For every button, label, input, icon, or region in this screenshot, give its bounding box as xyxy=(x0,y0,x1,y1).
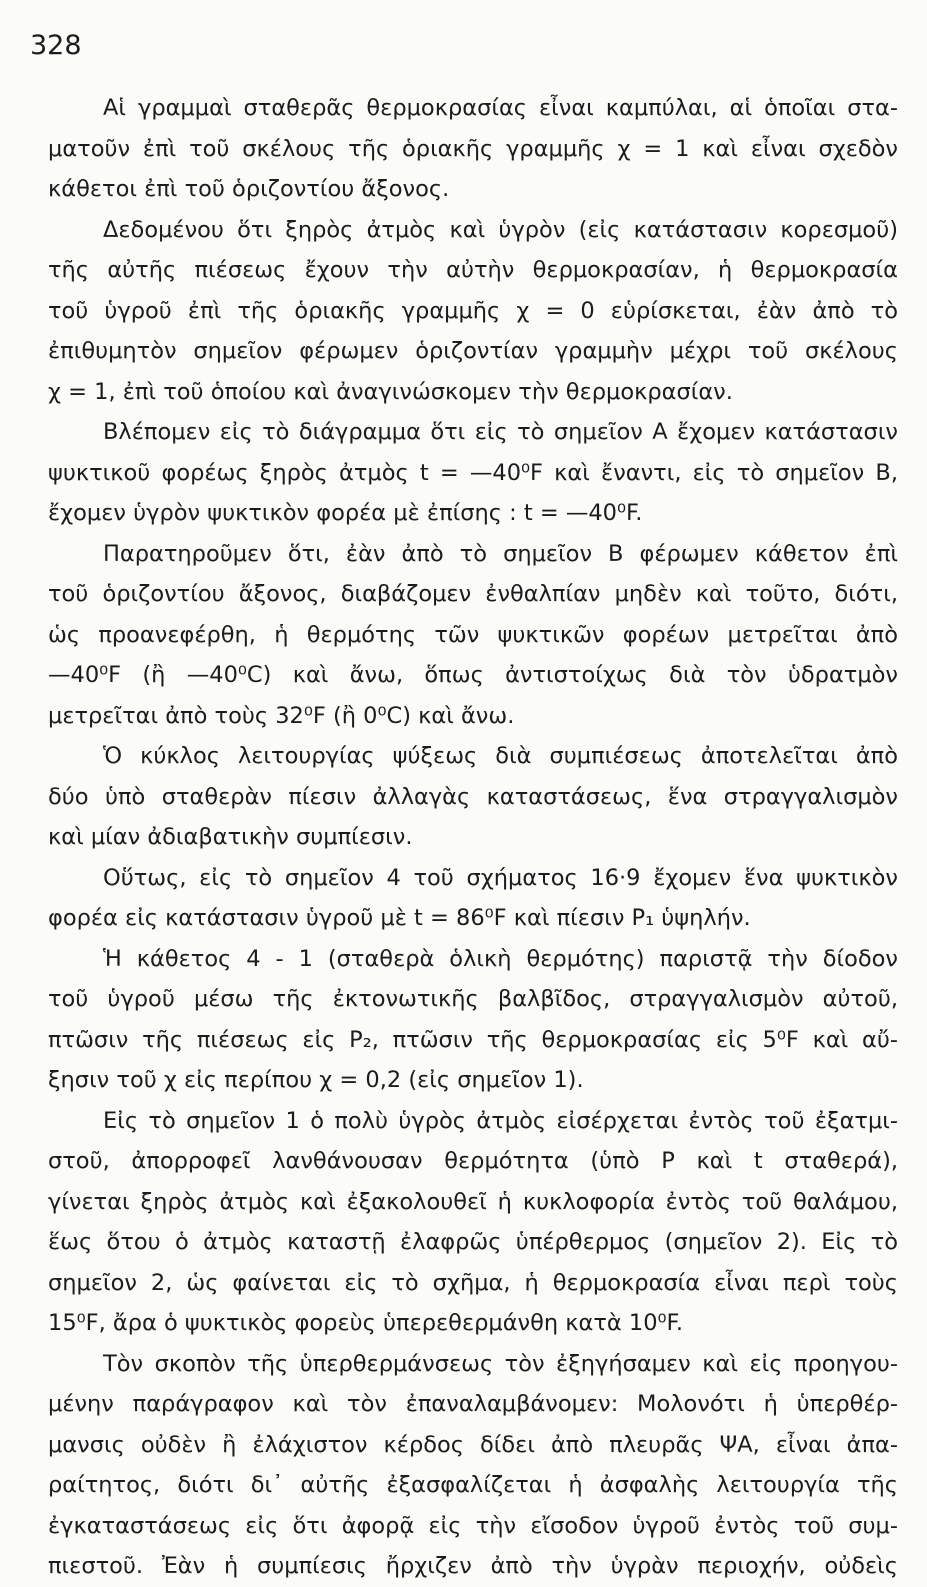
text-line: μανσις οὐδὲν ἢ ἐλάχιστον κέρδος δίδει ἀπὸ πλευρᾶς ΨΑ, εἶναι ἀπα- xyxy=(48,1431,898,1458)
text-line: ματοῦν ἐπὶ τοῦ σκέλους τῆς ὁριακῆς γραμμῆς χ = 1 καὶ εἶναι σχεδὸν xyxy=(48,135,898,162)
text-line: μένην παράγραφον καὶ τὸν ἐπαναλαμβάνομεν: Μολονότι ἡ ὑπερθέρ- xyxy=(48,1391,898,1417)
text-line: 15⁰F, ἄρα ὁ ψυκτικὸς φορεὺς ὑπερεθερμάνθη κατὰ 10⁰F. xyxy=(48,1310,684,1336)
text-line: Βλέπομεν εἰς τὸ διάγραμμα ὅτι εἰς τὸ σημεῖον Α ἔχομεν κατάστασιν xyxy=(103,419,898,445)
text-line: ὡς προανεφέρθη, ἡ θερμότης τῶν ψυκτικῶν φορέων μετρεῖται ἀπὸ xyxy=(48,621,898,648)
text-line: ἐγκαταστάσεως εἰς ὅτι ἀφορᾷ εἰς τὴν εἴσοδον ὑγροῦ ἐντὸς τοῦ συμ- xyxy=(48,1512,898,1539)
text-line: σημεῖον 2, ὡς φαίνεται εἰς τὸ σχῆμα, ἡ θερμοκρασία εἶναι περὶ τοὺς xyxy=(48,1269,898,1296)
text-line: Ἡ κάθετος 4 - 1 (σταθερὰ ὁλικὴ θερμότης) παριστᾷ τὴν δίοδον xyxy=(103,945,898,972)
text-line: στοῦ, ἀπορροφεῖ λανθάνουσαν θερμότητα (ὑπὸ P καὶ t σταθερά), xyxy=(48,1148,898,1174)
text-line: μετρεῖται ἀπὸ τοὺς 32⁰F (ἢ 0⁰C) καὶ ἄνω. xyxy=(48,702,515,729)
text-line: ἕως ὅτου ὁ ἀτμὸς καταστῇ ἐλαφρῶς ὑπέρθερμος (σημεῖον 2). Εἰς τὸ xyxy=(48,1229,898,1255)
text-line: τοῦ ὁριζοντίου ἄξονος, διαβάζομεν ἐνθαλπίαν μηδὲν καὶ τοῦτο, διότι, xyxy=(48,581,898,607)
text-line: Ὁ κύκλος λειτουργίας ψύξεως διὰ συμπιέσεως ἀποτελεῖται ἀπὸ xyxy=(103,743,898,769)
text-line: δύο ὑπὸ σταθερὰν πίεσιν ἀλλαγὰς καταστάσεως, ἕνα στραγγαλισμὸν xyxy=(48,783,898,810)
text-line: τῆς αὐτῆς πιέσεως ἔχουν τὴν αὐτὴν θερμοκρασίαν, ἡ θερμοκρασία xyxy=(48,257,898,283)
text-line: πιεστοῦ. Ἐὰν ἡ συμπίεσις ἤρχιζεν ἀπὸ τὴν ὑγρὰν περιοχήν, οὐδεὶς xyxy=(48,1553,898,1579)
text-line: χ = 1, ἐπὶ τοῦ ὁποίου καὶ ἀναγινώσκομεν τὴν θερμοκρασίαν. xyxy=(48,378,733,405)
text-line: Οὕτως, εἰς τὸ σημεῖον 4 τοῦ σχήματος 16·9 ἔχομεν ἕνα ψυκτικὸν xyxy=(103,864,898,891)
text-line: ραίτητος, διότι δι᾿ αὐτῆς ἐξασφαλίζεται ἡ ἀσφαλὴς λειτουργία τῆς xyxy=(48,1472,898,1498)
text-line: τοῦ ὑγροῦ ἐπὶ τῆς ὁριακῆς γραμμῆς χ = 0 εὑρίσκεται, ἐὰν ἀπὸ τὸ xyxy=(48,297,898,324)
text-line: Παρατηροῦμεν ὅτι, ἐὰν ἀπὸ τὸ σημεῖον Β φέρωμεν κάθετον ἐπὶ xyxy=(103,540,898,567)
text-line: τοῦ ὑγροῦ μέσω τῆς ἐκτονωτικῆς βαλβῖδος, στραγγαλισμὸν αὐτοῦ, xyxy=(48,986,898,1012)
page-number: 328 xyxy=(30,30,82,61)
text-line: ψυκτικοῦ φορέως ξηρὸς ἀτμὸς t = —40⁰F καὶ ἔναντι, εἰς τὸ σημεῖον Β, xyxy=(48,459,898,486)
text-line: πτῶσιν τῆς πιέσεως εἰς P₂, πτῶσιν τῆς θερμοκρασίας εἰς 5⁰F καὶ αὔ- xyxy=(48,1026,898,1053)
text-line: ἔχομεν ὑγρὸν ψυκτικὸν φορέα μὲ ἐπίσης : t = —40⁰F. xyxy=(48,500,643,526)
text-line: Τὸν σκοπὸν τῆς ὑπερθερμάνσεως τὸν ἐξηγήσαμεν καὶ εἰς προηγου- xyxy=(103,1350,898,1377)
text-line: ξησιν τοῦ χ εἰς περίπου χ = 0,2 (εἰς σημεῖον 1). xyxy=(48,1067,584,1093)
text-line: Αἱ γραμμαὶ σταθερᾶς θερμοκρασίας εἶναι καμπύλαι, αἱ ὁποῖαι στα- xyxy=(103,95,898,121)
body-text xyxy=(48,88,898,1587)
text-line: κάθετοι ἐπὶ τοῦ ὁριζοντίου ἄξονος. xyxy=(48,176,450,202)
text-line: ἐπιθυμητὸν σημεῖον φέρωμεν ὁριζοντίαν γραμμὴν μέχρι τοῦ σκέλους xyxy=(48,338,898,364)
text-line: Δεδομένου ὅτι ξηρὸς ἀτμὸς καὶ ὑγρὸν (εἰς κατάστασιν κορεσμοῦ) xyxy=(103,216,898,243)
text-line: γίνεται ξηρὸς ἀτμὸς καὶ ἐξακολουθεῖ ἡ κυκλοφορία ἐντὸς τοῦ θαλάμου, xyxy=(48,1188,898,1215)
text-line: φορέα εἰς κατάστασιν ὑγροῦ μὲ t = 86⁰F καὶ πίεσιν P₁ ὑψηλήν. xyxy=(48,905,751,931)
text-line: Εἰς τὸ σημεῖον 1 ὁ πολὺ ὑγρὸς ἀτμὸς εἰσέρχεται ἐντὸς τοῦ ἐξατμι- xyxy=(103,1107,898,1134)
text-line: καὶ μίαν ἀδιαβατικὴν συμπίεσιν. xyxy=(48,824,413,850)
text-line: —40⁰F (ἢ —40⁰C) καὶ ἄνω, ὅπως ἀντιστοίχως διὰ τὸν ὑδρατμὸν xyxy=(48,662,898,688)
